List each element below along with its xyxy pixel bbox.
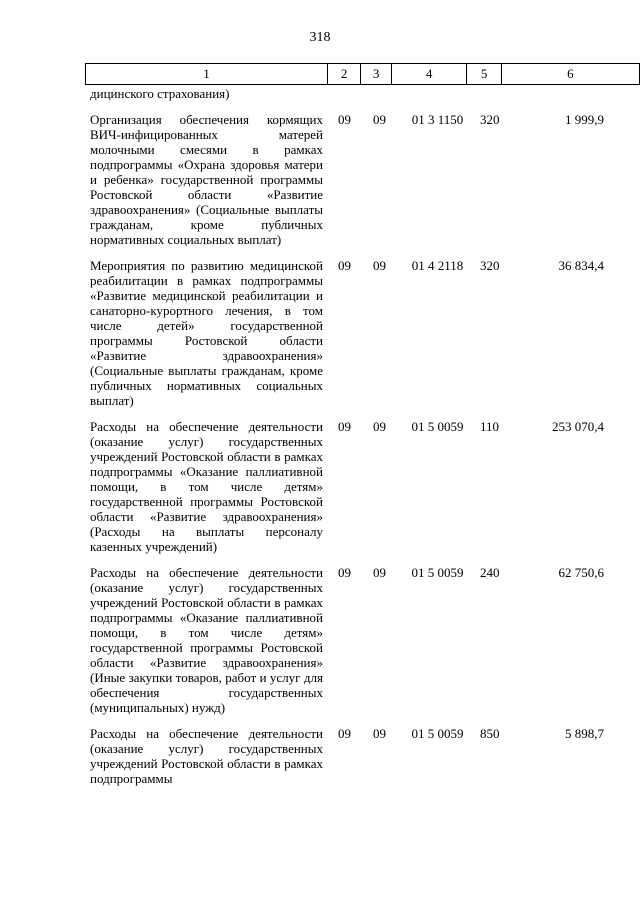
header-col-1: 1 — [86, 64, 328, 85]
header-row — [86, 64, 640, 85]
row-description: Мероприятия по развитию медицинской реабилитации в рамках подпрограммы «Развитие медицинской реабилитации и санаторно-курортного лечения, в том числе детей» государственной программы Ростовской области «Развитие здравоохранения» (Социальные выплаты гражданам, кроме публичных нормативных социальных выплат) — [90, 258, 323, 408]
column-header-table — [85, 63, 640, 85]
table-row — [90, 258, 610, 408]
row-description: Расходы на обеспечение деятельности (оказание услуг) государственных учреждений Ростовской области в рамках подпрограммы «Оказание паллиативной помощи, в том числе детям» государственной программы Ростовской области «Развитие здравоохранения» (Иные закупки товаров, работ и услуг для обеспечения государственных (муниципальных) нужд) — [90, 565, 323, 715]
page-number: 318 — [309, 30, 331, 45]
row-subsection: 09 — [373, 112, 386, 127]
table-row — [90, 112, 610, 247]
row-expense-type: 320 — [480, 258, 500, 273]
row-amount: 5 898,7 — [565, 726, 604, 741]
row-expense-type: 850 — [480, 726, 500, 741]
row-description: Организация обеспечения кормящих ВИЧ-инфицированных матерей молочными смесями в рамках подпрограммы «Охрана здоровья матери и ребенка» государственной программы Ростовской области «Развитие здравоохранения» (Социальные выплаты гражданам, кроме публичных нормативных социальных выплат) — [90, 112, 323, 247]
row-expense-type: 110 — [480, 419, 500, 434]
row-subsection: 09 — [373, 726, 386, 741]
row-amount: 36 834,4 — [558, 258, 604, 273]
row-expense-type: 320 — [480, 112, 500, 127]
row-amount: 253 070,4 — [552, 419, 604, 434]
row-section: 09 — [338, 726, 351, 741]
row-target-code: 01 5 0059 — [411, 726, 464, 741]
table-row — [90, 726, 610, 786]
header-col-4: 4 — [391, 64, 467, 85]
header-col-2: 2 — [327, 64, 360, 85]
header-col-3: 3 — [361, 64, 392, 85]
row-subsection: 09 — [373, 565, 386, 580]
header-col-5: 5 — [467, 64, 501, 85]
row-target-code: 01 3 1150 — [411, 112, 464, 127]
continuation-text: дицинского страхования) — [90, 86, 230, 101]
row-amount: 62 750,6 — [558, 565, 604, 580]
row-subsection: 09 — [373, 419, 386, 434]
table-row — [90, 565, 610, 715]
row-subsection: 09 — [373, 258, 386, 273]
row-section: 09 — [338, 258, 351, 273]
row-target-code: 01 5 0059 — [411, 565, 464, 580]
table-row — [90, 419, 610, 554]
row-amount: 1 999,9 — [565, 112, 604, 127]
row-description: Расходы на обеспечение деятельности (оказание услуг) государственных учреждений Ростовской области в рамках подпрограммы «Оказание паллиативной помощи, в том числе детям» государственной программы Ростовской области «Развитие здравоохранения» (Расходы на выплаты персоналу казенных учреждений) — [90, 419, 323, 554]
table-body — [90, 86, 610, 786]
row-description: Расходы на обеспечение деятельности (оказание услуг) государственных учреждений Ростовской области в рамках подпрограммы — [90, 726, 323, 786]
row-target-code: 01 4 2118 — [411, 258, 464, 273]
row-section: 09 — [338, 419, 351, 434]
row-section: 09 — [338, 565, 351, 580]
continuation-row — [90, 86, 610, 101]
row-expense-type: 240 — [480, 565, 500, 580]
header-col-6: 6 — [501, 64, 639, 85]
row-section: 09 — [338, 112, 351, 127]
row-target-code: 01 5 0059 — [411, 419, 464, 434]
